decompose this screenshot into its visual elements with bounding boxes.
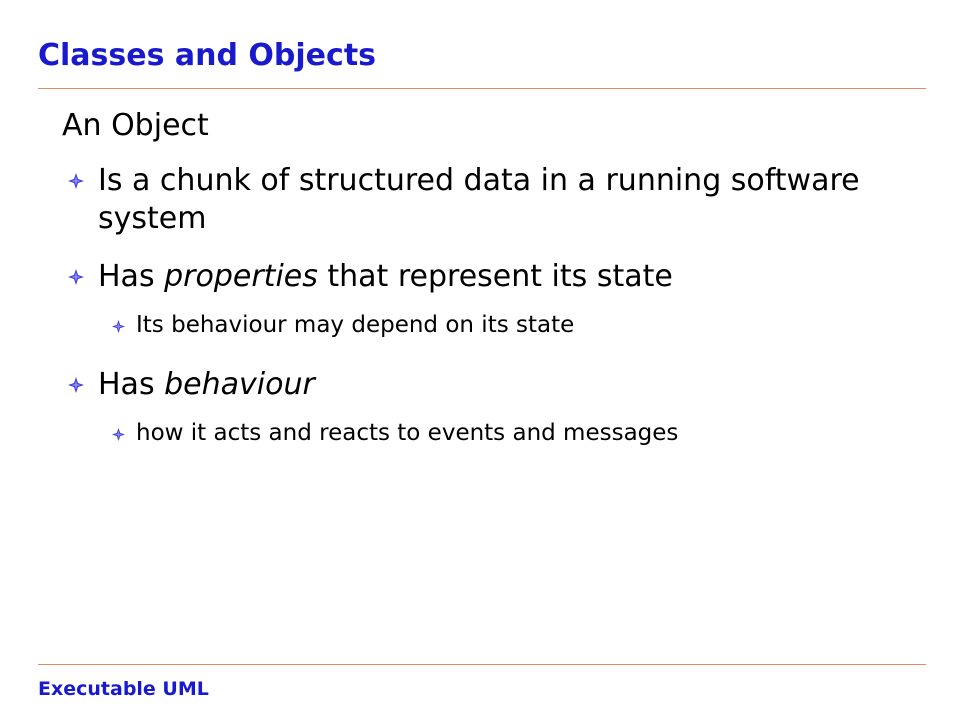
object-heading: An Object — [62, 108, 209, 143]
bullet-diamond-icon — [68, 269, 84, 285]
sub-bullet-text: how it acts and reacts to events and messages — [136, 420, 679, 446]
footer-divider — [38, 664, 926, 665]
slide-title: Classes and Objects — [38, 38, 377, 73]
bullet-text-suffix: that represent its state — [317, 259, 673, 294]
bullet-text-emphasis: properties — [164, 259, 318, 294]
bullet-behaviour — [62, 366, 922, 404]
bullet-text: Is a chunk of structured data in a running software system — [98, 163, 860, 236]
sub-bullet-text: Its behaviour may depend on its state — [136, 312, 575, 338]
bullet-diamond-icon — [68, 377, 84, 393]
footer-label: Executable UML — [38, 678, 209, 700]
title-divider — [38, 88, 926, 89]
bullet-text-prefix: Has — [98, 367, 165, 402]
sub-bullet-diamond-icon — [112, 320, 125, 333]
bullet-structured-data — [62, 162, 922, 238]
bullet-properties — [62, 258, 922, 296]
sub-bullet-diamond-icon — [112, 428, 125, 441]
sub-bullet-events — [62, 418, 922, 448]
bullet-text-prefix: Has — [98, 259, 165, 294]
sub-bullet-state — [62, 310, 922, 340]
bullet-text-emphasis: behaviour — [164, 367, 315, 402]
slide-content — [62, 108, 922, 474]
bullet-diamond-icon — [68, 173, 84, 189]
